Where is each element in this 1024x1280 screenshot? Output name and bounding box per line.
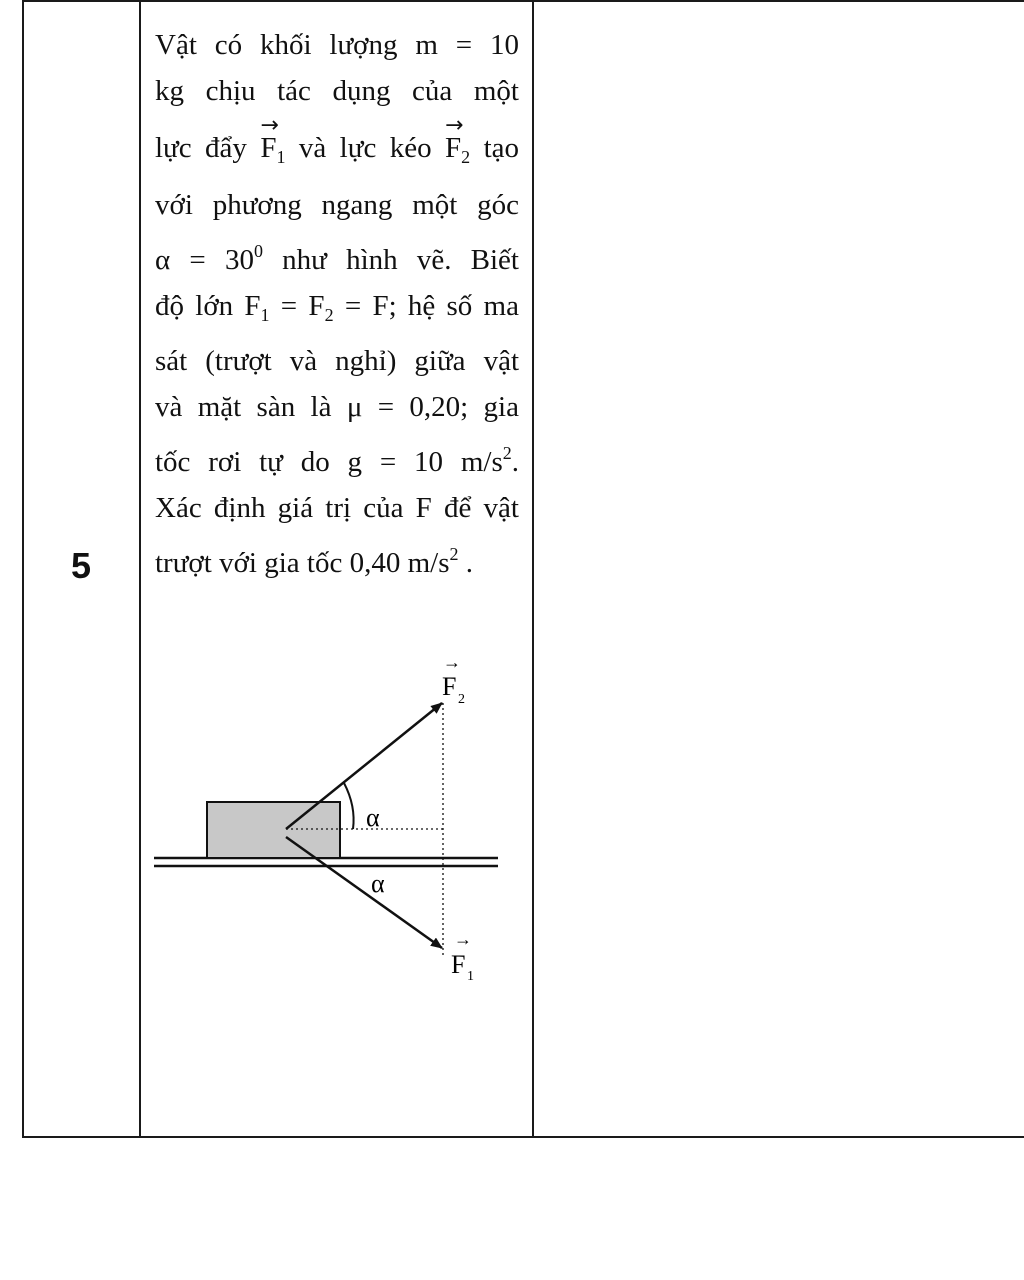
problem-line-3: với phương ngang một góc [155, 189, 519, 221]
f1-arrow [286, 837, 442, 948]
problem-line-magnitude: độ lớn $F_1 = F_2 = F$; hệ số ma [155, 290, 519, 325]
f2-label: F [442, 672, 457, 701]
f2-arrow [286, 703, 442, 829]
alpha-label-bottom: α [371, 869, 385, 898]
table-top-border [22, 0, 1024, 2]
problem-line-4: sát (trượt và nghỉ) giữa vật [155, 345, 519, 377]
alpha-label-top: α [366, 803, 380, 832]
angle-arc-top [344, 783, 354, 829]
angle-line-rest: như hình vẽ. Biết [262, 244, 519, 276]
problem-line-6: Xác định giá trị của F để vật [155, 492, 519, 524]
f2-label-sub: 2 [458, 692, 465, 707]
problem-line-gravity: tốc rơi tự do g = 10 $m/s^2$. [155, 443, 519, 478]
table-bottom-border [22, 1136, 1024, 1138]
vector-f1: → $F_1$ [260, 114, 285, 191]
f2-arrow-glyph: → [443, 652, 461, 672]
problem-line-angle: $\alpha = 30^0$ như hình vẽ. Biết [155, 241, 519, 276]
problem-text [155, 22, 519, 586]
push-force-text: lực đẩy [155, 132, 261, 164]
pull-force-text: và lực kéo [285, 132, 446, 164]
forces-line-end: tạo [470, 132, 519, 164]
problem-line-5: và mặt sàn là μ = 0,20; gia [155, 391, 519, 423]
block [207, 802, 340, 858]
force-diagram [140, 640, 534, 1000]
problem-line-final: trượt với gia tốc 0,40 $m/s^2$ . [155, 544, 473, 579]
vector-f2: → $F_2$ [445, 114, 470, 191]
angle-value: α = 30 [155, 244, 254, 276]
problem-line-2: kg chịu tác dụng của một [155, 75, 519, 107]
problem-line-1: Vật có khối lượng m = 10 [155, 29, 519, 61]
f1-label: F [451, 950, 466, 979]
question-number: 5 [70, 545, 92, 586]
f1-label-sub: 1 [467, 969, 474, 984]
problem-line-forces [155, 114, 519, 182]
f1-arrow-glyph: → [454, 929, 472, 949]
